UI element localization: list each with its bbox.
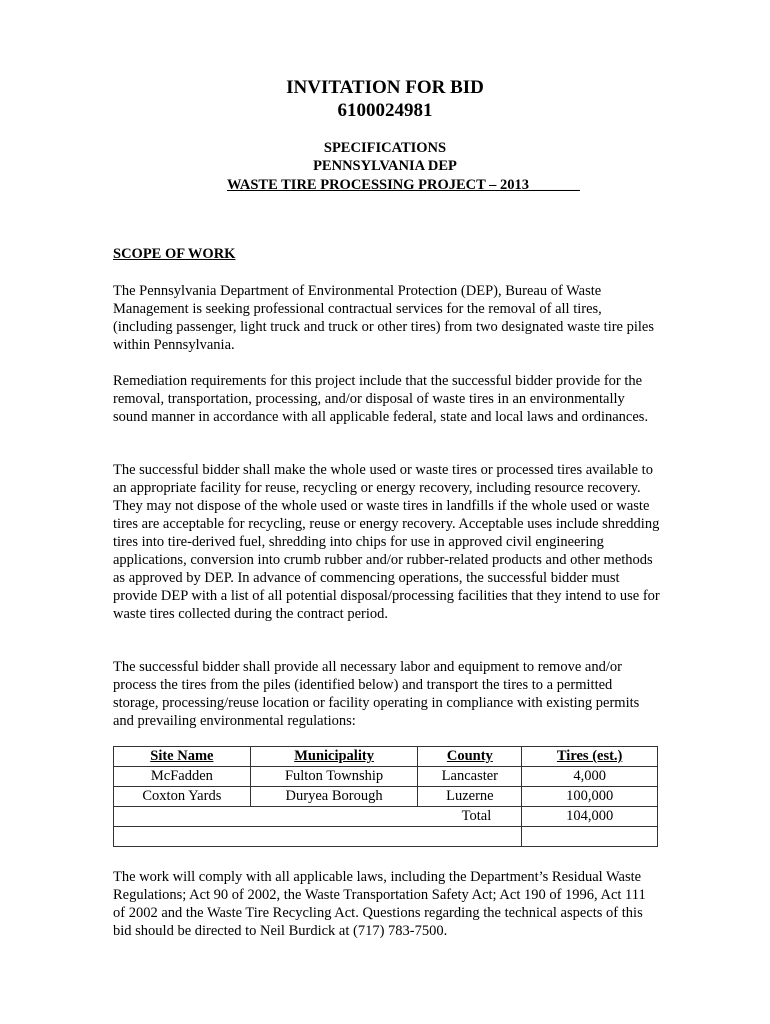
table-cell: Coxton Yards <box>114 787 251 807</box>
total-value: 104,000 <box>522 807 658 827</box>
table-row-empty <box>114 827 658 847</box>
subtitle-project: WASTE TIRE PROCESSING PROJECT – 2013_______ <box>227 177 580 193</box>
table-cell: Duryea Borough <box>250 787 418 807</box>
table-row <box>114 767 658 787</box>
total-label: Total <box>418 807 522 827</box>
table-cell-empty <box>114 827 522 847</box>
column-header: Tires (est.) <box>522 747 658 767</box>
column-header: Municipality <box>250 747 418 767</box>
column-header: County <box>418 747 522 767</box>
table-cell: McFadden <box>114 767 251 787</box>
table-row <box>114 787 658 807</box>
paragraph-intro: The Pennsylvania Department of Environmental Protection (DEP), Bureau of Waste Management is seeking professional contractual services for the removal of all tires, (including passenger, light truck and truck or other tires) from two designated waste tire piles within Pennsylvania. <box>113 283 655 353</box>
paragraph-reuse: The successful bidder shall make the whole used or waste tires or processed tires available to an appropriate facility for reuse, recycling or energy recovery, including resource recovery. They may not dispose of the whole used or waste tires in landfills if the whole used or waste tires are acceptable for recycling, reuse or energy recovery. Acceptable uses include shredding tires into tire-derived fuel, shredding into chips for use in approved civil engineering applications, conversion into crumb rubber and/or rubber-related products and other methods as approved by DEP. In advance of commencing operations, the successful bidder must provide DEP with a list of all potential disposal/processing facilities that they intend to use for waste tires collected during the contract period. <box>113 462 660 622</box>
table-cell: Lancaster <box>418 767 522 787</box>
table-total-row <box>114 807 658 827</box>
subtitle-specifications: SPECIFICATIONS <box>323 140 447 156</box>
table-cell: Fulton Township <box>250 767 418 787</box>
table-cell-empty <box>114 807 418 827</box>
page-title: INVITATION FOR BID <box>286 77 484 98</box>
subtitle-agency: PENNSYLVANIA DEP <box>313 158 457 174</box>
table-cell: 100,000 <box>522 787 658 807</box>
paragraph-compliance: The work will comply with all applicable laws, including the Department’s Residual Waste Regulations; Act 90 of 2002, the Waste Transportation Safety Act; Act 190 of 1996, Act 111 of 2002 and the Waste Tire Recycling Act. Questions regarding the technical aspects of this bid should be directed to Neil Burdick at (717) 783-7500. <box>113 869 646 939</box>
table-cell-empty <box>522 827 658 847</box>
section-heading-scope: SCOPE OF WORK <box>113 246 236 262</box>
bid-number: 6100024981 <box>337 100 433 121</box>
tire-sites-table <box>113 746 658 847</box>
paragraph-labor: The successful bidder shall provide all necessary labor and equipment to remove and/or process the tires from the piles (identified below) and transport the tires to a permitted storage, processing/reuse location or facility operating in compliance with existing permits and prevailing environmental regulations: <box>113 659 640 729</box>
column-header: Site Name <box>114 747 251 767</box>
table-cell: 4,000 <box>522 767 658 787</box>
table-header-row <box>114 747 658 767</box>
table-cell: Luzerne <box>418 787 522 807</box>
paragraph-remediation: Remediation requirements for this project include that the successful bidder provide for the removal, transportation, processing, and/or disposal of waste tires in an environmentally sound manner in accordance with all applicable federal, state and local laws and ordinances. <box>113 373 649 425</box>
